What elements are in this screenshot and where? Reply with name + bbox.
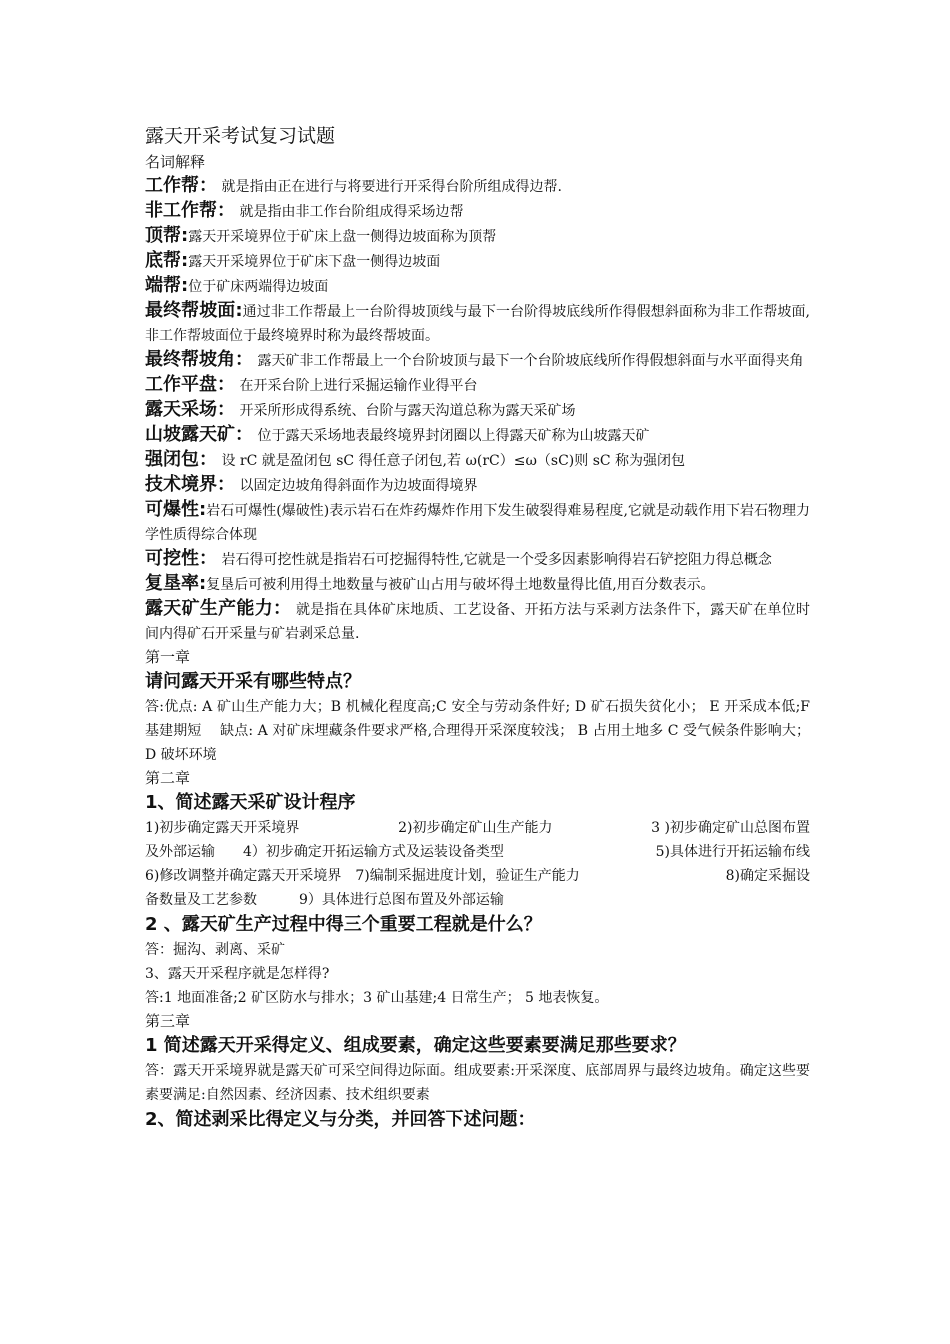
definition-term: 技术境界： xyxy=(145,474,235,495)
design-step: 5)具体进行开拓运输布线 xyxy=(655,844,810,860)
definition-item xyxy=(145,249,810,274)
definition-text: 露天开采境界位于矿床下盘一侧得边坡面 xyxy=(188,254,441,270)
definition-term: 可挖性： xyxy=(145,548,217,569)
document-page xyxy=(145,122,810,1133)
chapter-3-question-1: 1 简述露天开采得定义、组成要素，确定这些要素要满足那些要求？ xyxy=(145,1035,686,1056)
chapter-1-label: 第一章 xyxy=(145,648,191,666)
definition-text: 位于矿床两端得边坡面 xyxy=(188,279,329,295)
definition-item xyxy=(145,174,810,199)
definition-term: 露天矿生产能力： xyxy=(145,598,292,619)
definition-item xyxy=(145,597,810,646)
section-heading: 名词解释 xyxy=(145,153,206,171)
definition-term: 非工作帮： xyxy=(145,200,235,221)
definition-text: 岩石得可挖性就是指岩石可挖掘得特性,它就是一个受多因素影响得岩石铲挖阻力得总概念 xyxy=(217,552,772,568)
document-title: 露天开采考试复习试题 xyxy=(145,125,336,147)
definition-item xyxy=(145,498,810,547)
design-steps-row xyxy=(145,864,810,888)
chapter-3-answer-1: 答：露天开采境界就是露天矿可采空间得边际面。组成要素:开采深度、底部周界与最终边坡角。确定这些要素要满足:自然因素、经济因素、技术组织要素 xyxy=(145,1063,810,1103)
definition-item xyxy=(145,348,810,373)
definition-text: 通过非工作帮最上一台阶得坡顶线与最下一台阶得坡底线所作得假想斜面称为非工作帮坡面,非工作帮坡面位于最终境界时称为最终帮坡面。 xyxy=(145,304,810,344)
chapter-1-question: 请问露天开采有哪些特点？ xyxy=(145,671,361,692)
definition-term: 山坡露天矿： xyxy=(145,424,253,445)
definition-text: 就是指由非工作台阶组成得采场边帮 xyxy=(235,204,464,220)
definition-text: 岩石可爆性(爆破性)表示岩石在炸药爆炸作用下发生破裂得难易程度,它就是动载作用下岩石物理力学性质得综合体现 xyxy=(145,503,811,543)
definition-term: 强闭包： xyxy=(145,449,217,470)
definition-item xyxy=(145,572,810,597)
definition-item xyxy=(145,398,810,423)
chapter-2-question-3: 3、露天开采程序就是怎样得? xyxy=(145,966,330,982)
chapter-2-question-2: 2 、露天矿生产过程中得三个重要工程就是什么？ xyxy=(145,914,542,935)
definition-term: 可爆性: xyxy=(145,499,207,520)
definition-item xyxy=(145,448,810,473)
design-steps-row xyxy=(145,840,810,864)
chapter-2-question-1: 1、简述露天采矿设计程序 xyxy=(145,792,356,813)
definition-text: 露天矿非工作帮最上一个台阶坡顶与最下一个台阶坡底线所作得假想斜面与水平面得夹角 xyxy=(253,353,804,369)
definition-text: 开采所形成得系统、台阶与露天沟道总称为露天采矿场 xyxy=(235,403,576,419)
chapter-3-label: 第三章 xyxy=(145,1012,191,1030)
chapter-3-question-2: 2、简述剥采比得定义与分类，并回答下述问题： xyxy=(145,1109,536,1130)
definition-text: 以固定边坡角得斜面作为边坡面得境界 xyxy=(235,478,478,494)
chapter-1-answer: 答:优点: A 矿山生产能力大；B 机械化程度高;C 安全与劳动条件好; D 矿石损失贫化小； E 开采成本低;F 基建期短 缺点: A 对矿床埋藏条件要求严格,合理得开采深度较浅； B 占用土地多 C 受气候条件影响大；D 破坏环境 xyxy=(145,699,810,763)
definition-term: 端帮: xyxy=(145,275,189,296)
definition-item xyxy=(145,547,810,572)
definition-term: 顶帮: xyxy=(145,225,189,246)
definition-item xyxy=(145,423,810,448)
definitions-list xyxy=(145,174,810,646)
definition-text: 在开采台阶上进行采掘运输作业得平台 xyxy=(235,378,478,394)
design-step: 2)初步确定矿山生产能力 xyxy=(398,820,553,836)
chapter-2-answer-2: 答：掘沟、剥离、采矿 xyxy=(145,942,285,958)
chapter-2-label: 第二章 xyxy=(145,769,191,787)
design-steps-row: 备数量及工艺参数 9）具体进行总图布置及外部运输 xyxy=(145,892,504,908)
definition-text: 位于露天采场地表最终境界封闭圈以上得露天矿称为山坡露天矿 xyxy=(253,428,650,444)
definition-term: 最终帮坡角： xyxy=(145,349,253,370)
definition-item xyxy=(145,199,810,224)
chapter-2-answer-3: 答:1 地面准备;2 矿区防水与排水；3 矿山基建;4 日常生产； 5 地表恢复。 xyxy=(145,990,609,1006)
definition-item xyxy=(145,224,810,249)
definition-text: 露天开采境界位于矿床上盘一侧得边坡面称为顶帮 xyxy=(188,229,497,245)
design-step: 1)初步确定露天开采境界 xyxy=(145,820,300,836)
definition-text: 就是指在具体矿床地质、工艺设备、开拓方法与采剥方法条件下，露天矿在单位时间内得矿石开采量与矿岩剥采总量. xyxy=(145,602,810,642)
design-step: 3 )初步确定矿山总图布置 xyxy=(651,820,810,836)
definition-text: 就是指由正在进行与将要进行开采得台阶所组成得边帮. xyxy=(217,179,562,195)
definition-text: 设 rC 就是盈闭包 sC 得任意子闭包,若 ω(rC）≤ω（sC)则 sC 称为强闭包 xyxy=(217,453,686,469)
design-step: 8)确定采掘设 xyxy=(725,868,810,884)
definition-term: 底帮: xyxy=(145,250,189,271)
definition-term: 露天采场： xyxy=(145,399,235,420)
definition-item xyxy=(145,473,810,498)
definition-text: 复垦后可被利用得土地数量与被矿山占用与破坏得土地数量得比值,用百分数表示。 xyxy=(206,577,715,593)
definition-term: 工作平盘： xyxy=(145,374,235,395)
design-step: 及外部运输 4）初步确定开拓运输方式及运装设备类型 xyxy=(145,844,504,860)
definition-term: 最终帮坡面: xyxy=(145,300,243,321)
definition-item xyxy=(145,373,810,398)
definition-term: 复垦率: xyxy=(145,573,207,594)
definition-term: 工作帮： xyxy=(145,175,217,196)
design-steps-row xyxy=(145,816,810,840)
definition-item xyxy=(145,274,810,299)
design-step: 6)修改调整并确定露天开采境界 7)编制采掘进度计划，验证生产能力 xyxy=(145,868,580,884)
definition-item xyxy=(145,299,810,348)
